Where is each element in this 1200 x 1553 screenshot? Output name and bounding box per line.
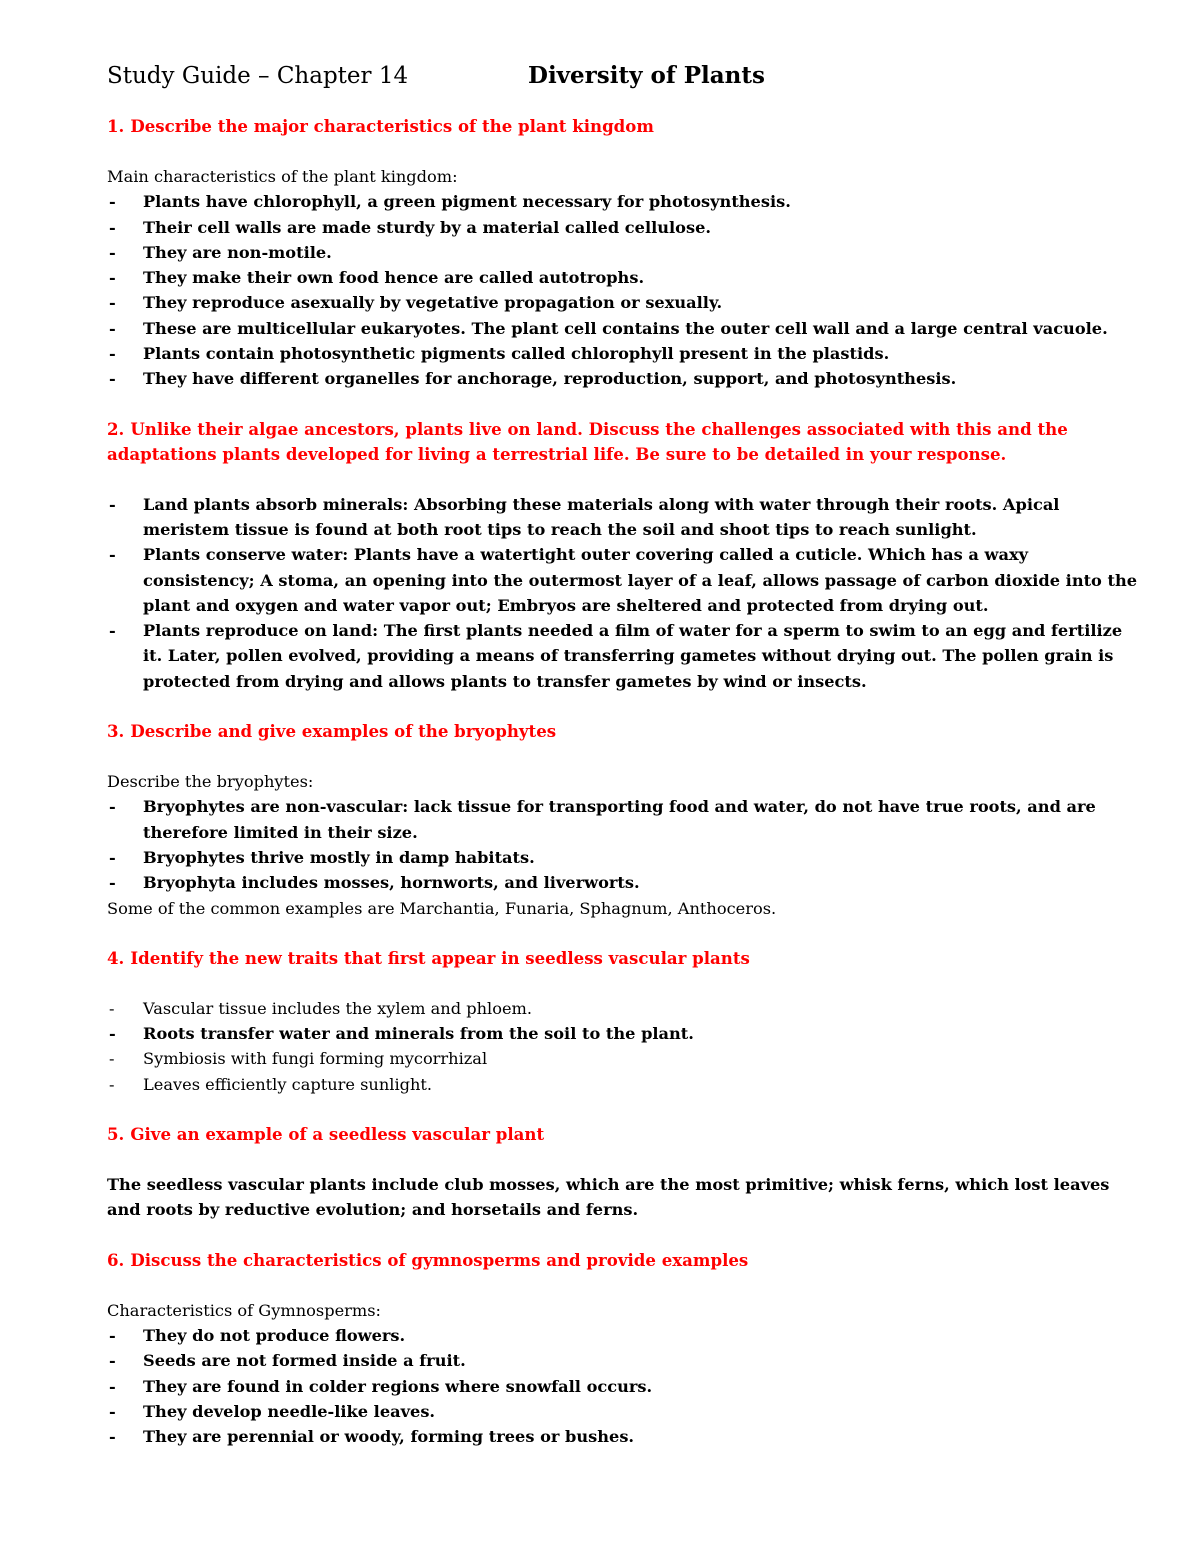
list-item: - Seeds are not formed inside a fruit. bbox=[73, 1348, 1140, 1373]
list-item: - Roots transfer water and minerals from the soil to the plant. bbox=[73, 1021, 1140, 1046]
question-3 bbox=[107, 719, 1140, 744]
question-5 bbox=[107, 1122, 1140, 1147]
question-number: 6. bbox=[107, 1249, 125, 1270]
section-intro: Describe the bryophytes: bbox=[107, 772, 314, 792]
question-number: 1. bbox=[107, 116, 125, 136]
section-4 bbox=[107, 946, 1140, 1097]
bullet-list bbox=[107, 996, 1140, 1097]
question-4 bbox=[107, 946, 1140, 971]
list-item: - They are found in colder regions where snowfall occurs. bbox=[73, 1374, 1140, 1399]
list-item: - Leaves efficiently capture sunlight. bbox=[73, 1072, 1140, 1097]
question-text: Unlike their algae ancestors, plants live on land. Discuss the challenges associated with this and the adaptations plants developed for living a terrestrial life. Be sure to be detailed in your response. bbox=[107, 418, 1068, 464]
question-1 bbox=[107, 114, 1140, 139]
list-item: - They have different organelles for anchorage, reproduction, support, and photosynthesis. bbox=[73, 366, 1140, 391]
list-item: - They are non-motile. bbox=[73, 240, 1140, 265]
page-header bbox=[107, 62, 1140, 102]
question-text: Discuss the characteristics of gymnosperms and provide examples bbox=[130, 1249, 749, 1270]
section-6 bbox=[107, 1248, 1140, 1450]
list-item: - Land plants absorb minerals: Absorbing these materials along with water through their roots. Apical meristem tissue is found at both root tips to reach the soil and shoot tips to reach sunlight. bbox=[73, 492, 1140, 543]
list-item: - They develop needle-like leaves. bbox=[73, 1399, 1140, 1424]
bullet-list bbox=[107, 189, 1140, 391]
question-6 bbox=[107, 1248, 1140, 1273]
question-text: Describe and give examples of the bryophytes bbox=[130, 721, 557, 742]
question-text: Give an example of a seedless vascular plant bbox=[130, 1124, 545, 1145]
bullet-list bbox=[107, 794, 1140, 895]
question-2 bbox=[107, 417, 1140, 467]
list-item: - These are multicellular eukaryotes. The plant cell contains the outer cell wall and a large central vacuole. bbox=[73, 316, 1140, 341]
list-item: - Plants reproduce on land: The first plants needed a film of water for a sperm to swim to an egg and fertilize it. Later, pollen evolved, providing a means of transferring gametes without drying out. The pollen grain is protected from drying and allows plants to transfer gametes by wind or insects. bbox=[73, 618, 1140, 694]
section-3 bbox=[107, 719, 1140, 921]
list-item: - Symbiosis with fungi forming mycorrhizal bbox=[73, 1046, 1140, 1071]
list-item: - Plants have chlorophyll, a green pigment necessary for photosynthesis. bbox=[73, 189, 1140, 214]
list-item: - They reproduce asexually by vegetative propagation or sexually. bbox=[73, 290, 1140, 315]
section-paragraph: The seedless vascular plants include club mosses, which are the most primitive; whisk ferns, which lost leaves and roots by reductive evolution; and horsetails and ferns. bbox=[107, 1175, 1110, 1220]
list-item: - Bryophyta includes mosses, hornworts, and liverworts. bbox=[73, 870, 1140, 895]
bullet-list bbox=[107, 492, 1140, 694]
question-number: 3. bbox=[107, 721, 125, 742]
list-item: - Bryophytes are non-vascular: lack tissue for transporting food and water, do not have true roots, and are therefore limited in their size. bbox=[73, 794, 1140, 845]
section-intro: Characteristics of Gymnosperms: bbox=[107, 1300, 382, 1320]
question-number: 4. bbox=[107, 947, 125, 968]
list-item: - They make their own food hence are called autotrophs. bbox=[73, 265, 1140, 290]
section-outro: Some of the common examples are Marchantia, Funaria, Sphagnum, Anthoceros. bbox=[107, 898, 777, 918]
list-item: - They are perennial or woody, forming trees or bushes. bbox=[73, 1424, 1140, 1449]
question-text: Describe the major characteristics of the plant kingdom bbox=[130, 116, 654, 136]
bullet-list bbox=[107, 1323, 1140, 1449]
list-item: - Vascular tissue includes the xylem and phloem. bbox=[73, 996, 1140, 1021]
list-item: - They do not produce flowers. bbox=[73, 1323, 1140, 1348]
document-title: Study Guide – Chapter 14 bbox=[107, 63, 409, 89]
section-1 bbox=[107, 114, 1140, 392]
question-number: 5. bbox=[107, 1124, 125, 1145]
document-subject: Diversity of Plants bbox=[528, 62, 765, 89]
list-item: - Plants conserve water: Plants have a watertight outer covering called a cuticle. Which has a waxy consistency; A stoma, an opening into the outermost layer of a leaf, allows passage of carbon dioxide into the plant and oxygen and water vapor out; Embryos are sheltered and protected from drying out. bbox=[73, 542, 1140, 618]
question-text: Identify the new traits that first appear in seedless vascular plants bbox=[130, 947, 750, 968]
list-item: - Their cell walls are made sturdy by a material called cellulose. bbox=[73, 215, 1140, 240]
section-5 bbox=[107, 1122, 1140, 1223]
section-intro: Main characteristics of the plant kingdom: bbox=[107, 167, 458, 186]
section-2 bbox=[107, 417, 1140, 694]
list-item: - Bryophytes thrive mostly in damp habitats. bbox=[73, 845, 1140, 870]
list-item: - Plants contain photosynthetic pigments called chlorophyll present in the plastids. bbox=[73, 341, 1140, 366]
question-number: 2. bbox=[107, 418, 125, 439]
